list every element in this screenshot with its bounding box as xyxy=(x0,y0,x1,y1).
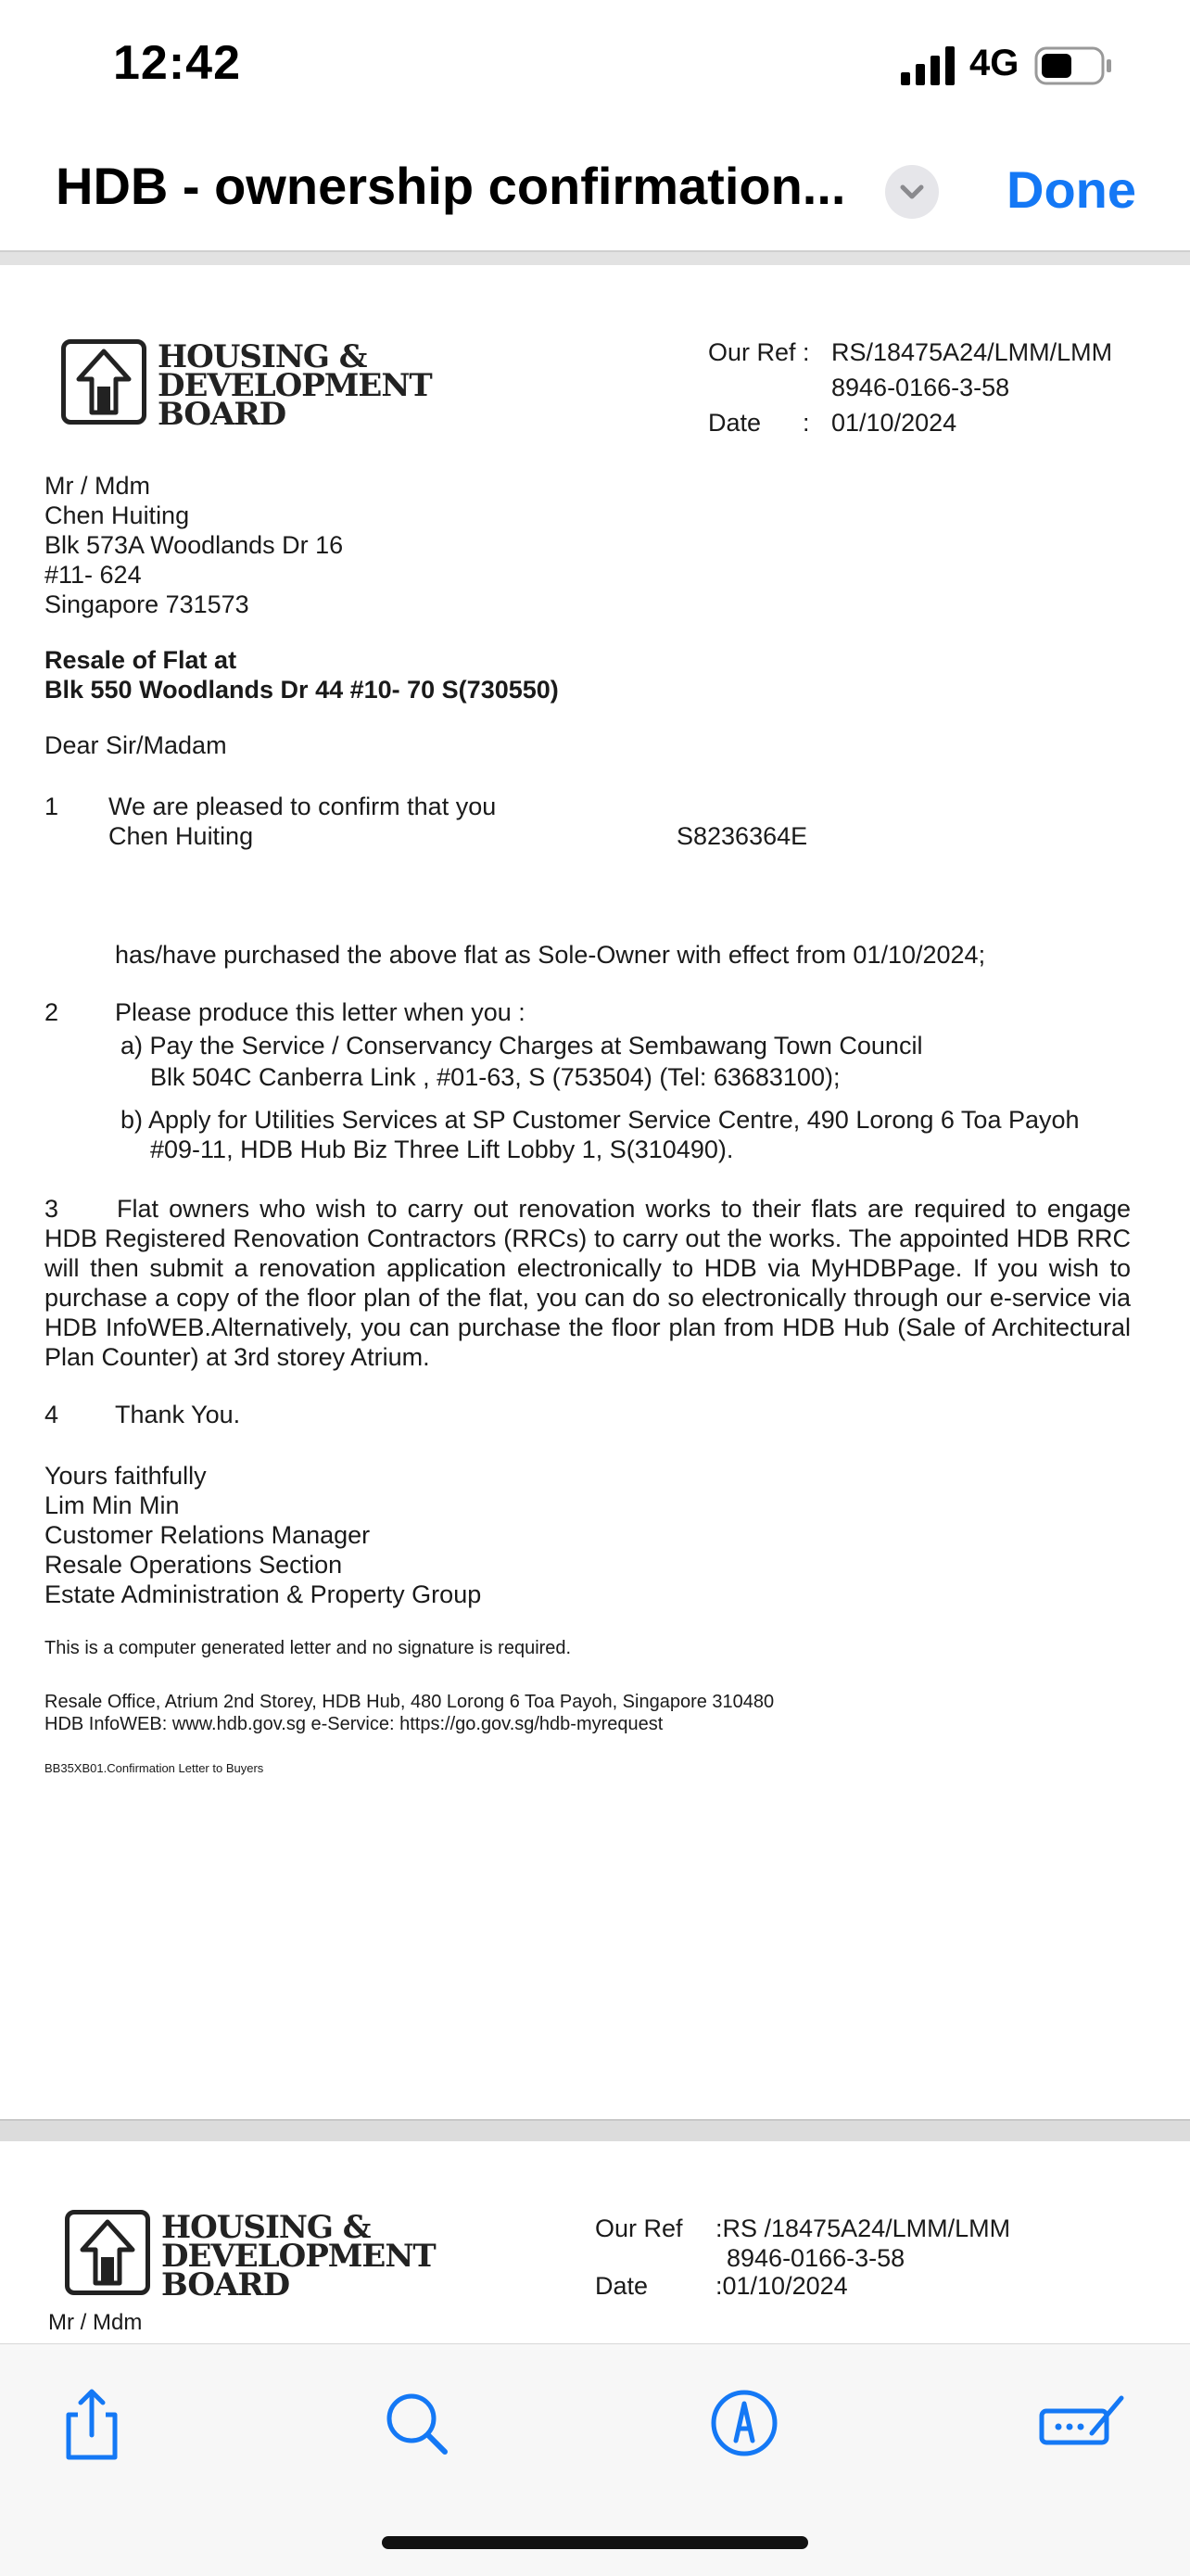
date-value: 01/10/2024 xyxy=(831,409,957,437)
ref-label: Our Ref xyxy=(595,2214,683,2242)
ref-value-2: 8946-0166-3-58 xyxy=(727,2244,905,2272)
logo-line: HOUSING & xyxy=(158,338,367,375)
ref-value: RS/18475A24/LMM/LMM xyxy=(831,338,1113,366)
hdb-logo xyxy=(65,2210,436,2303)
closing-line: Yours faithfully xyxy=(44,1462,207,1490)
date-label: Date xyxy=(708,409,762,437)
para-3-text xyxy=(44,1194,1131,1372)
logo-line: BOARD xyxy=(158,396,286,433)
title-menu-button[interactable] xyxy=(885,165,939,219)
para-4-text: Thank You. xyxy=(115,1401,241,1428)
status-time: 12:42 xyxy=(113,36,241,90)
para-2-number: 2 xyxy=(44,998,59,1026)
viewer-header xyxy=(0,130,1190,252)
para-1-continued: has/have purchased the above flat as Sole-Owner with effect from 01/10/2024; xyxy=(115,941,986,969)
hdb-house-logo-icon xyxy=(65,2210,150,2295)
document-title[interactable]: HDB - ownership confirmation... xyxy=(56,157,846,215)
para-1-text: We are pleased to confirm that you xyxy=(108,793,497,820)
logo-line: HOUSING & xyxy=(161,2209,371,2246)
share-button[interactable] xyxy=(50,2381,133,2465)
address-line: Chen Huiting xyxy=(44,501,190,529)
logo-line: BOARD xyxy=(161,2266,290,2303)
para-4-number: 4 xyxy=(44,1401,59,1428)
salutation: Mr / Mdm xyxy=(48,2310,143,2335)
ref-label: Our Ref : xyxy=(708,338,810,366)
markup-button[interactable] xyxy=(703,2381,786,2465)
address-line: #11- 624 xyxy=(44,561,142,589)
search-icon xyxy=(376,2381,460,2465)
para-2-item-a-cont: Blk 504C Canberra Link , #01-63, S (753504) (Tel: 63683100); xyxy=(150,1063,841,1091)
document-page xyxy=(0,265,1190,2119)
signal-icon xyxy=(901,46,956,85)
date-colon: : xyxy=(803,409,810,437)
ref-value-2: 8946-0166-3-58 xyxy=(831,374,1010,401)
battery-icon xyxy=(1034,46,1114,85)
para-3-body: Flat owners who wish to carry out renovation works to their flats are required to engage HDB Registered Renovation Contractors (RRCs) to carry out the works. The appointed HDB RRC will then submit a renovation application electronically to HDB via MyHDBPage. If you wish to purchase a copy of the floor plan of the flat, you can do so electronically through our e-service via HDB InfoWEB.Alternatively, you can purchase the floor plan from HDB Hub (Sale of Architectural Plan Counter) at 3rd storey Atrium. xyxy=(44,1195,1131,1371)
subject-line: Blk 550 Woodlands Dr 44 #10- 70 S(730550) xyxy=(44,676,559,704)
para-2-item-b-cont: #09-11, HDB Hub Biz Three Lift Lobby 1, S(310490). xyxy=(150,1136,734,1163)
page-divider xyxy=(0,2119,1190,2143)
computer-generated-note: This is a computer generated letter and no signature is required. xyxy=(44,1638,572,1658)
hdb-logo-text xyxy=(161,2209,436,2303)
purchaser-id: S8236364E xyxy=(677,822,808,850)
para-2-text: Please produce this letter when you : xyxy=(115,998,525,1026)
recipient-address xyxy=(44,471,343,619)
para-2-item-a: a) Pay the Service / Conservancy Charges at Sembawang Town Council xyxy=(120,1032,923,1060)
hdb-house-logo-icon xyxy=(61,339,146,425)
form-fill-icon xyxy=(1036,2381,1129,2465)
network-type: 4G xyxy=(969,43,1019,83)
chevron-down-icon xyxy=(885,165,939,219)
purchaser-name: Chen Huiting xyxy=(108,822,254,850)
hdb-logo-text xyxy=(158,338,432,433)
done-button[interactable]: Done xyxy=(1006,160,1136,219)
para-3-number: 3 xyxy=(44,1195,59,1223)
address-line: Singapore 731573 xyxy=(44,590,249,618)
logo-line: DEVELOPMENT xyxy=(161,2238,436,2275)
markup-icon xyxy=(703,2381,786,2465)
hdb-logo xyxy=(61,339,432,432)
date-label: Date xyxy=(595,2272,649,2300)
signatory-name: Lim Min Min xyxy=(44,1491,180,1519)
share-icon xyxy=(50,2381,133,2465)
form-code: BB35XB01.Confirmation Letter to Buyers xyxy=(44,1761,264,1775)
search-button[interactable] xyxy=(376,2381,460,2465)
logo-line: DEVELOPMENT xyxy=(158,367,432,404)
date-value: :01/10/2024 xyxy=(715,2272,848,2300)
signatory-title: Customer Relations Manager xyxy=(44,1521,371,1549)
page-divider-top xyxy=(0,250,1190,265)
document-page-2 xyxy=(0,2141,1190,2343)
para-2-item-b: b) Apply for Utilities Services at SP Customer Service Centre, 490 Lorong 6 Toa Payoh xyxy=(120,1106,1080,1134)
salutation: Dear Sir/Madam xyxy=(44,731,227,759)
para-1-number: 1 xyxy=(44,793,59,820)
subject-line: Resale of Flat at xyxy=(44,646,237,674)
letter-subject xyxy=(44,645,559,704)
form-fill-button[interactable] xyxy=(1036,2381,1120,2465)
footer-links: HDB InfoWEB: www.hdb.gov.sg e-Service: https://go.gov.sg/hdb-myrequest xyxy=(44,1714,664,1734)
status-bar xyxy=(0,0,1190,130)
address-line: Mr / Mdm xyxy=(44,472,150,500)
letter-closing xyxy=(44,1461,481,1609)
home-indicator[interactable] xyxy=(382,2536,808,2549)
ref-value: :RS /18475A24/LMM/LMM xyxy=(715,2214,1011,2242)
address-line: Blk 573A Woodlands Dr 16 xyxy=(44,531,344,559)
signatory-section: Resale Operations Section xyxy=(44,1551,343,1579)
footer-address: Resale Office, Atrium 2nd Storey, HDB Hub, 480 Lorong 6 Toa Payoh, Singapore 310480 xyxy=(44,1692,775,1712)
signatory-group: Estate Administration & Property Group xyxy=(44,1580,482,1608)
